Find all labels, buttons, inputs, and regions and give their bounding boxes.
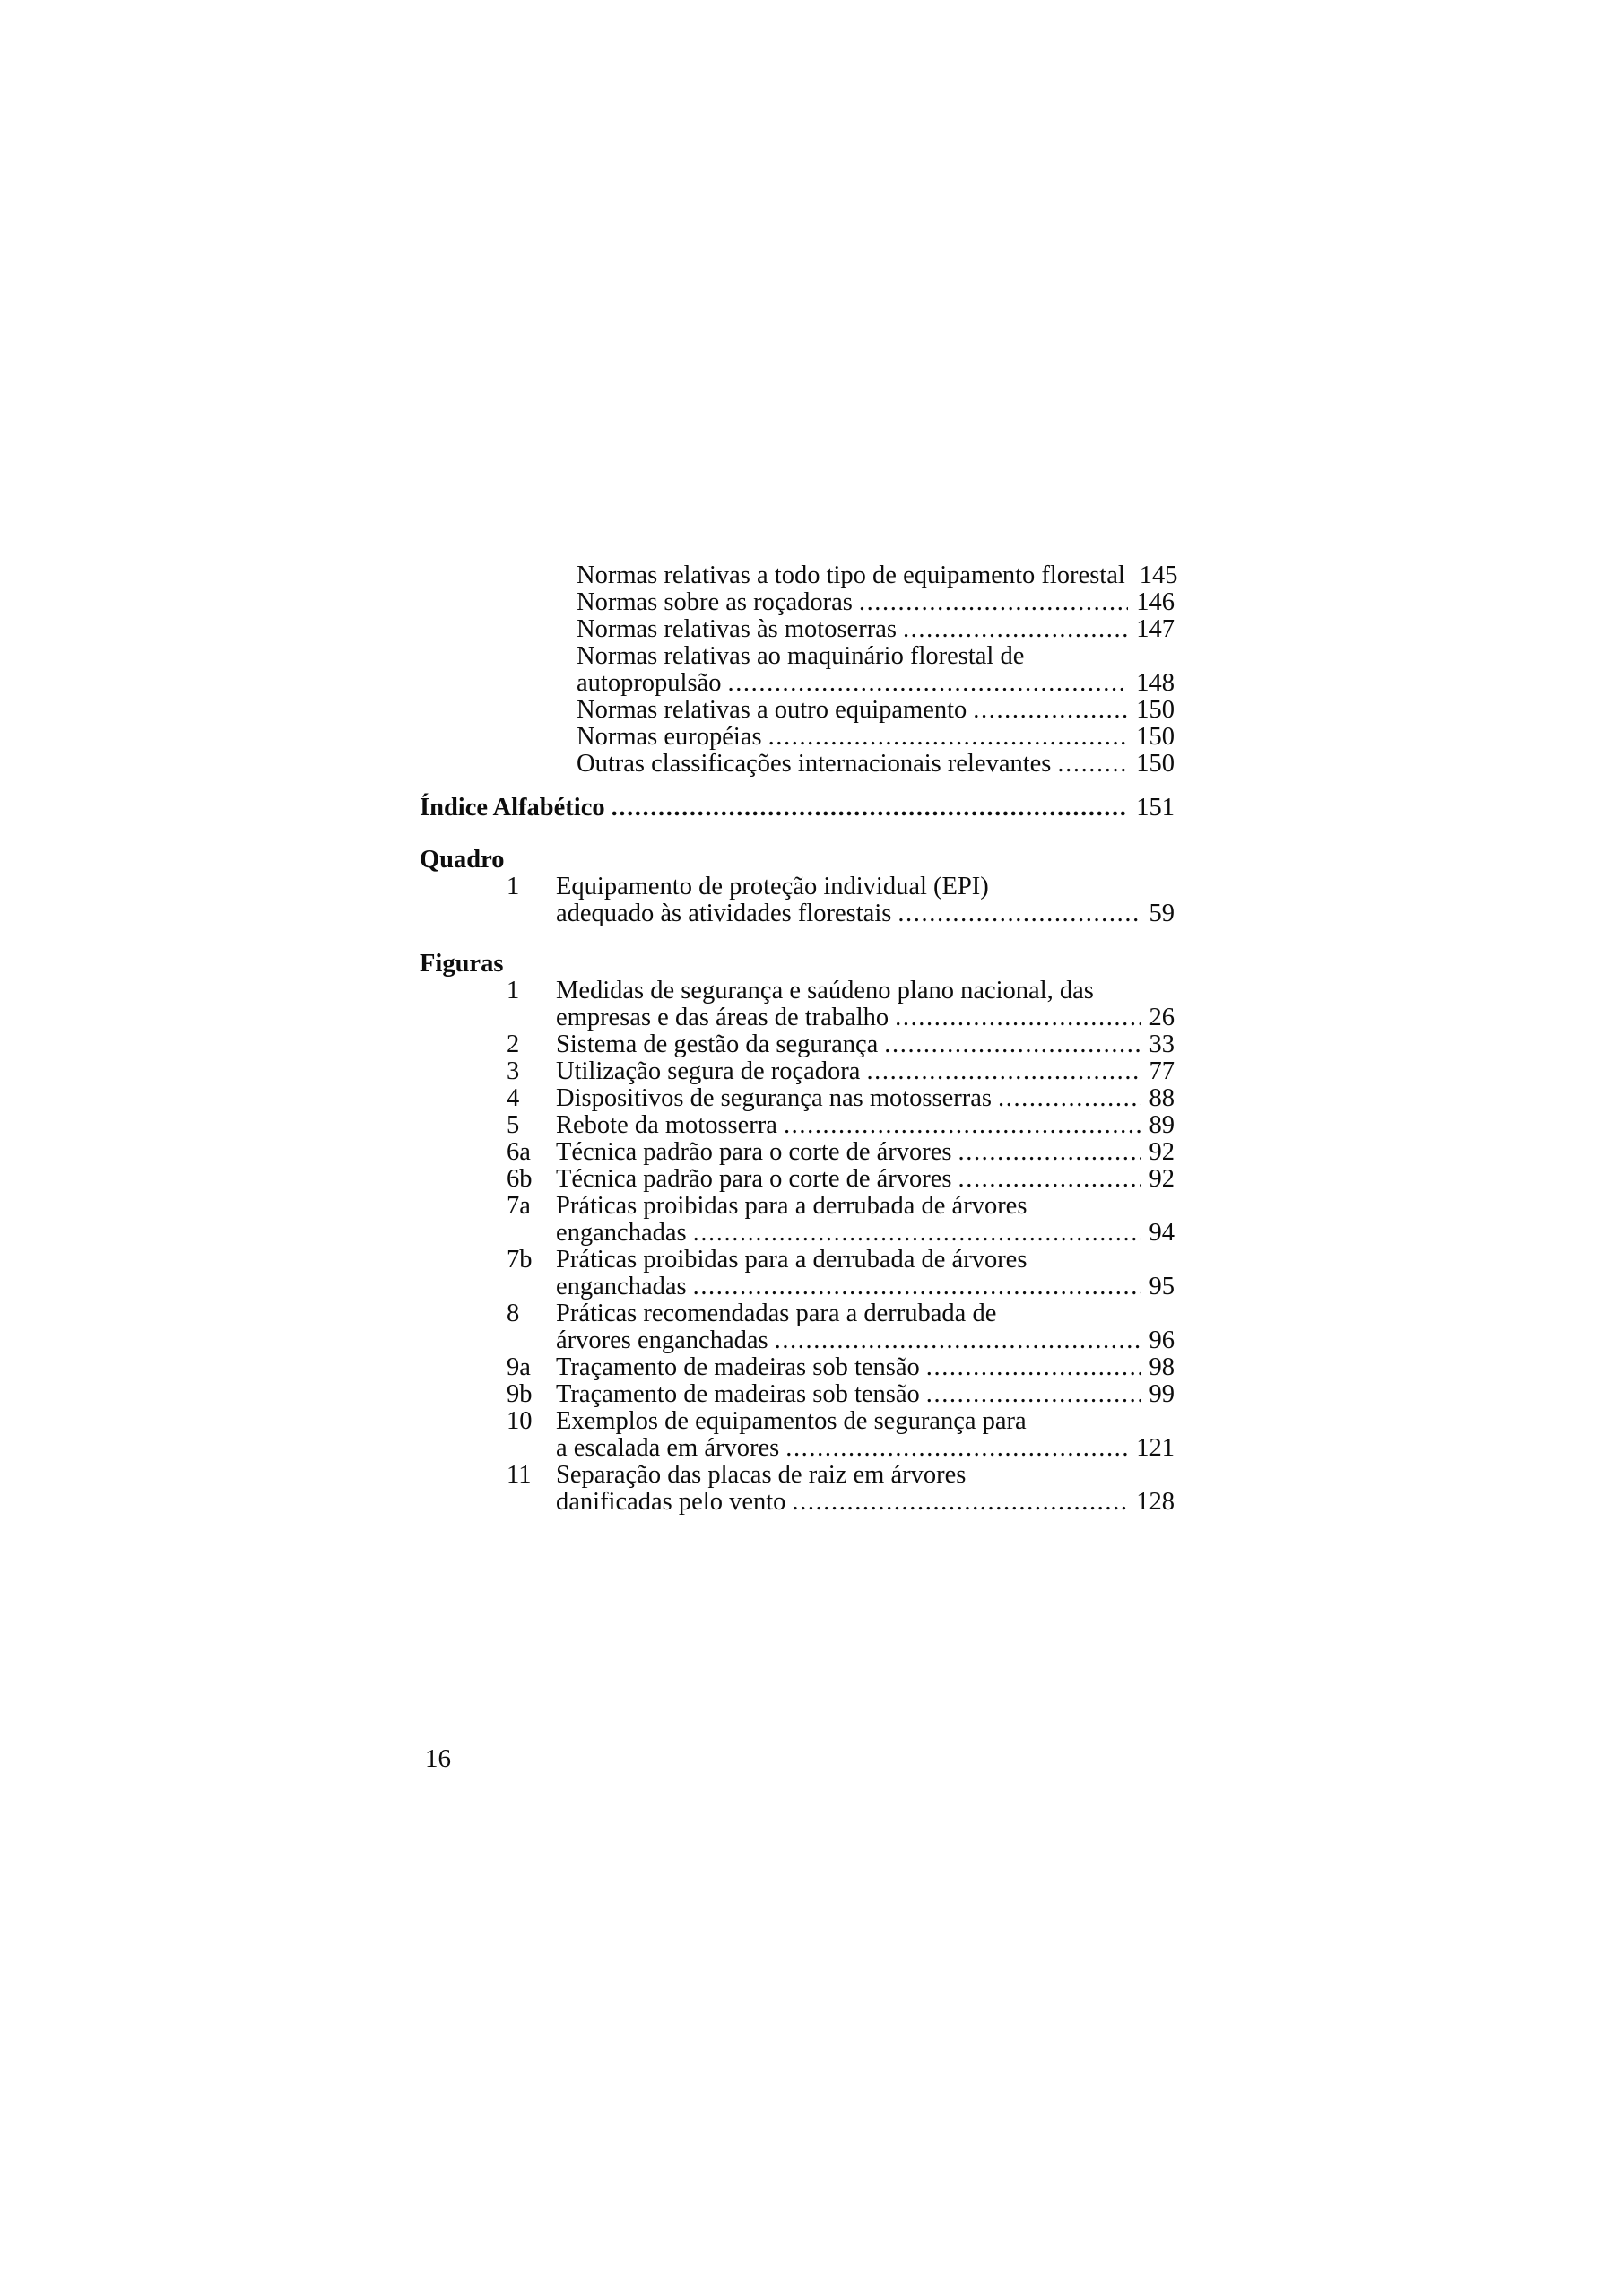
dot-leader [866,1058,1141,1085]
item-text: árvores enganchadas [556,1326,768,1354]
item-text: Práticas recomendadas para a derrubada de [556,1300,997,1327]
dot-leader [898,900,1141,927]
item-text: Traçamento de madeiras sob tensão [556,1380,920,1408]
item-page-number: 26 [1149,1004,1175,1031]
toc-entry [577,751,1175,778]
item-page-number: 95 [1149,1273,1175,1300]
dot-leader [768,724,1129,751]
item-text: Medidas de segurança e saúdeno plano nacional, das [556,977,1094,1004]
figure-number: 4 [507,1084,520,1112]
figure-number: 11 [507,1461,532,1489]
item-text: Sistema de gestão da segurança [556,1031,879,1058]
dot-leader [785,1435,1128,1462]
entry-label: Normas relativas a outro equipamento [577,696,967,724]
toc-entry [577,589,1175,616]
figure-number: 8 [507,1300,520,1327]
entry-label: Normas sobre as roçadoras [577,588,853,616]
item-page-number: 92 [1149,1165,1175,1193]
dot-leader [958,1139,1141,1166]
entry-label: Normas européias [577,723,762,751]
item-page-number: 98 [1149,1353,1175,1381]
entry-page-number: 150 [1136,696,1175,724]
section-heading-quadro: Quadro [420,846,505,874]
figure-item [420,1193,1175,1247]
dot-leader [926,1354,1141,1381]
item-page-number: 89 [1149,1111,1175,1139]
dot-leader [973,697,1128,724]
item-page-number: 88 [1149,1084,1175,1112]
quadro-item [420,874,1175,927]
item-text: Separação das placas de raiz em árvores [556,1461,967,1489]
figure-item [420,1058,1175,1085]
figure-item [420,1139,1175,1166]
dot-leader [784,1112,1141,1139]
section-heading-figuras: Figuras [420,950,504,978]
dot-leader [693,1274,1141,1300]
item-page-number: 94 [1149,1219,1175,1247]
dot-leader [998,1085,1141,1112]
figure-number: 6b [507,1165,533,1193]
item-text: Técnica padrão para o corte de árvores [556,1165,952,1193]
figure-item [420,1085,1175,1112]
figure-number: 7a [507,1192,531,1220]
entry-page-number: 150 [1136,723,1175,751]
entry-page-number: 146 [1136,588,1175,616]
quadro-item-number: 1 [507,873,520,900]
figure-item [420,1300,1175,1354]
item-text: a escalada em árvores [556,1434,780,1462]
figure-number: 2 [507,1031,520,1058]
entry-page-number: 145 [1139,561,1178,589]
item-text: empresas e das áreas de trabalho [556,1004,889,1031]
item-page-number: 128 [1136,1488,1175,1516]
figure-item [420,1166,1175,1193]
entry-label: Índice Alfabético [420,794,605,822]
item-page-number: 33 [1149,1031,1175,1058]
entry-label: Normas relativas às motoserras [577,615,897,643]
toc-normas-subsection [577,561,1178,778]
toc-entry [577,697,1175,724]
item-text: Traçamento de madeiras sob tensão [556,1353,920,1381]
item-text: adequado às atividades florestais [556,900,892,927]
toc-page-content [420,561,1178,1516]
entry-page-number: 150 [1136,750,1175,778]
dot-leader [693,1220,1141,1247]
entry-page-number: 147 [1136,615,1175,643]
toc-entry [577,561,1178,589]
item-page-number: 99 [1149,1380,1175,1408]
figure-item [420,1247,1175,1300]
figure-number: 1 [507,977,520,1004]
item-text: Utilização segura de roçadora [556,1057,861,1085]
figure-item [420,1462,1175,1516]
figure-number: 5 [507,1111,520,1139]
item-text: enganchadas [556,1219,687,1247]
item-text: Equipamento de proteção individual (EPI) [556,873,989,900]
figure-item [420,1354,1175,1381]
entry-page-number: 151 [1136,794,1175,822]
dot-leader [612,795,1129,822]
entry-page-number: 148 [1136,669,1175,697]
item-text: Rebote da motosserra [556,1111,777,1139]
dot-leader [895,1004,1141,1031]
figure-item [420,1381,1175,1408]
dot-leader [884,1031,1141,1058]
dot-leader [775,1327,1141,1354]
page-folio: 16 [425,1744,451,1773]
figure-item [420,1112,1175,1139]
dot-leader [903,616,1128,643]
item-page-number: 96 [1149,1326,1175,1354]
figure-item [420,1408,1175,1462]
dot-leader [859,589,1128,616]
item-text: Práticas proibidas para a derrubada de árvores [556,1246,1028,1274]
entry-label: Normas relativas ao maquinário florestal de [577,642,1025,670]
item-text: Técnica padrão para o corte de árvores [556,1138,952,1166]
toc-entry [577,643,1175,697]
figure-number: 6a [507,1138,531,1166]
item-text: Práticas proibidas para a derrubada de árvores [556,1192,1028,1220]
entry-label: autopropulsão [577,669,722,697]
figure-number: 7b [507,1246,533,1274]
figure-number: 9a [507,1353,531,1381]
entry-label: Normas relativas a todo tipo de equipamento florestal [577,561,1125,589]
item-page-number: 121 [1136,1434,1175,1462]
dot-leader [792,1489,1128,1516]
item-page-number: 59 [1149,900,1175,927]
item-text: danificadas pelo vento [556,1488,786,1516]
index-alfabetico-entry [420,795,1175,822]
item-text: Dispositivos de segurança nas motosserras [556,1084,992,1112]
figure-number: 9b [507,1380,533,1408]
figure-number: 3 [507,1057,520,1085]
item-page-number: 92 [1149,1138,1175,1166]
entry-label: Outras classificações internacionais relevantes [577,750,1052,778]
dot-leader [926,1381,1141,1408]
dot-leader [727,670,1128,697]
toc-entry [577,616,1175,643]
dot-leader [1057,751,1128,778]
toc-entry [577,724,1175,751]
dot-leader [958,1166,1141,1193]
figure-item [420,978,1175,1031]
figure-item [420,1031,1175,1058]
item-text: enganchadas [556,1273,687,1300]
item-page-number: 77 [1149,1057,1175,1085]
item-text: Exemplos de equipamentos de segurança para [556,1407,1027,1435]
figure-number: 10 [507,1407,533,1435]
